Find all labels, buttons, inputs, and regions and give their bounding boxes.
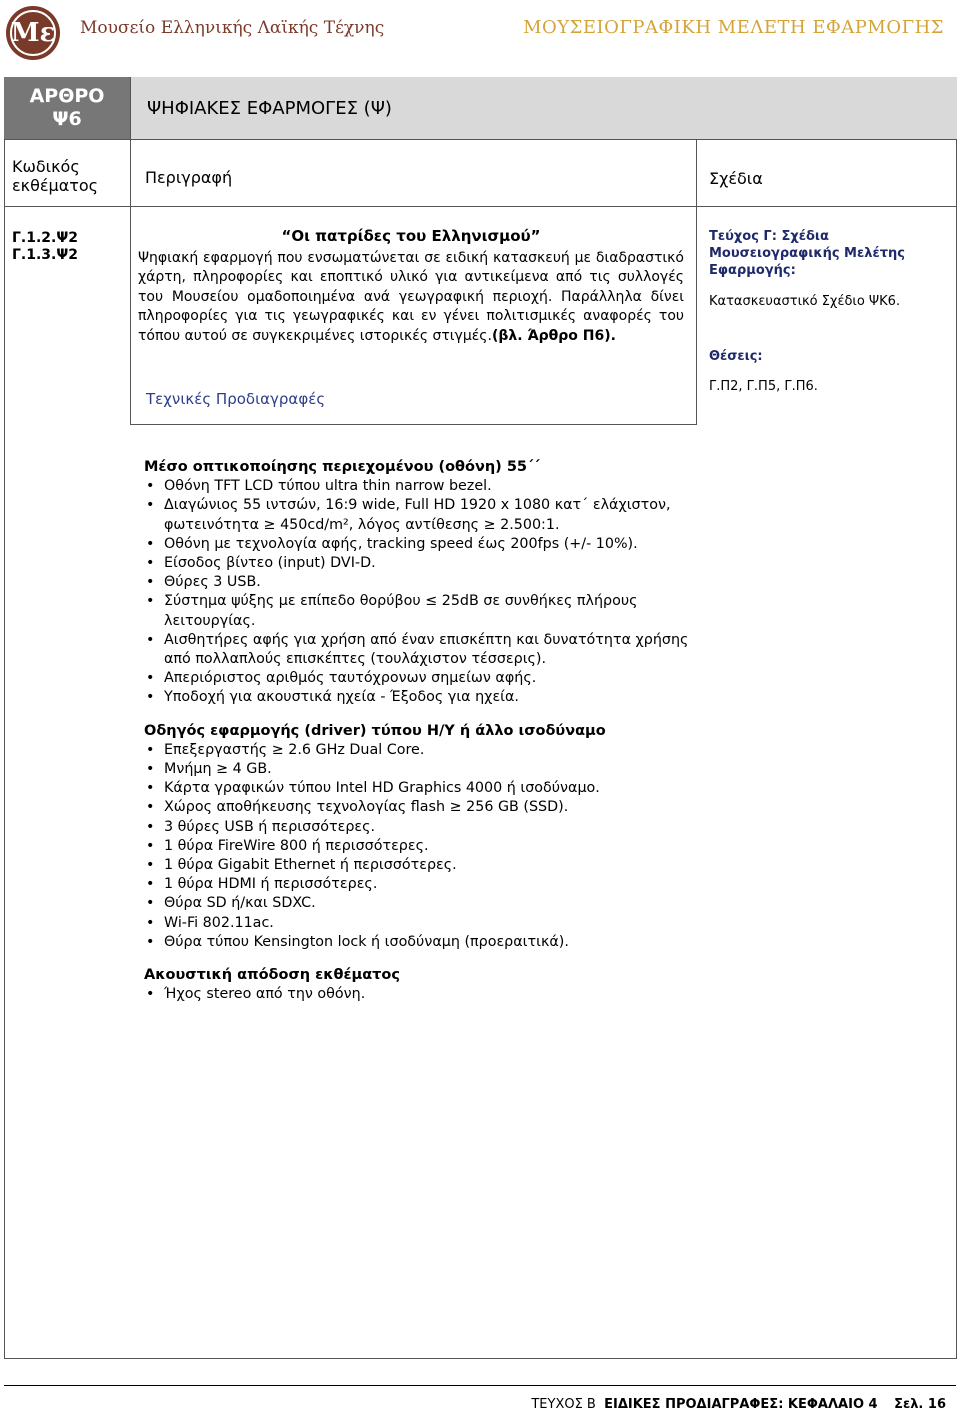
spec-item: • Είσοδος βίντεο (input) DVI-D. [144, 554, 704, 573]
spec-item: • Θύρα SD ή/και SDXC. [144, 894, 704, 913]
spec-item: • 1 θύρα Gigabit Ethernet ή περισσότερες. [144, 856, 704, 875]
spec-item: • Ήχος stereo από την οθόνη. [144, 985, 704, 1004]
article-code-line1: ΑΡΘΡΟ [29, 85, 105, 107]
exhibit-title: “Οι πατρίδες του Ελληνισμού” [281, 227, 541, 245]
column-code-header [12, 157, 98, 195]
spec-item: • 3 θύρες USB ή περισσότερες. [144, 818, 704, 837]
museum-logo-icon [6, 6, 60, 60]
exhibit-text: Ψηφιακή εφαρμογή που ενσωματώνεται σε ειδική κατασκευή με διαδραστικό χάρτη, πληροφορίες και εποπτικό υλικό για αντικείμενα από τις συλλογές του Μουσείου ομαδοποιημένα ανά γεωγραφική περιοχή. Παράλληλα δίνει πληροφορίες για τις γεωγραφικές και εν γένει πολιτισμικές αναφορές του τόπου αυτού σε συγκεκριμένες ιστορικές στιγμές. [138, 249, 684, 344]
spec-item: • Οθόνη με τεχνολογία αφής, tracking speed έως 200fps (+/- 10%). [144, 535, 704, 554]
logo-monogram: Με [10, 10, 56, 56]
article-header [4, 77, 957, 139]
study-title: ΜΟΥΣΕΙΟΓΡΑΦΙΚΗ ΜΕΛΕΤΗ ΕΦΑΡΜΟΓΗΣ [523, 17, 944, 38]
divider-code [130, 139, 131, 424]
footer-chapter: ΕΙΔΙΚΕΣ ΠΡΟΔΙΑΓΡΑΦΕΣ: ΚΕΦΑΛΑΙΟ 4 [604, 1397, 878, 1412]
spec-item: • Απεριόριστος αριθμός ταυτόχρονων σημείων αφής. [144, 669, 704, 688]
exhibit-codes [12, 230, 78, 264]
divider-bottom [130, 424, 697, 425]
footer-page: Σελ. 16 [894, 1397, 946, 1412]
divider-plans [696, 139, 697, 424]
spec-list [144, 985, 704, 1004]
exhibit-reference: (βλ. Άρθρο Π6). [491, 327, 616, 344]
exhibit-description [138, 227, 684, 346]
page-footer [531, 1397, 946, 1412]
plans-positions-label: Θέσεις: [709, 349, 763, 364]
museum-name: Μουσείο Ελληνικής Λαϊκής Τέχνης [80, 18, 385, 38]
exhibit-code: Γ.1.2.Ψ2 [12, 230, 78, 246]
plans-cell [709, 228, 949, 395]
column-description-header: Περιγραφή [145, 168, 233, 187]
plans-heading: Τεύχος Γ: Σχέδια Μουσειογραφικής Μελέτης Εφαρμογής: [709, 229, 905, 278]
column-code-line1: Κωδικός [12, 157, 80, 176]
spec-item: • Οθόνη TFT LCD τύπου ultra thin narrow bezel. [144, 477, 704, 496]
spec-item: • Διαγώνιος 55 ιντσών, 16:9 wide, Full HD 1920 x 1080 κατ΄ ελάχιστον, φωτεινότητα ≥ 450cd/m², λόγος αντίθεσης ≥ 2.500:1. [144, 496, 704, 534]
article-title: ΨΗΦΙΑΚΕΣ ΕΦΑΡΜΟΓΕΣ (Ψ) [130, 77, 957, 139]
spec-item: • Σύστημα ψύξης με επίπεδο θορύβου ≤ 25dB σε συνθήκες πλήρους λειτουργίας. [144, 592, 704, 630]
spec-item: • Χώρος αποθήκευσης τεχνολογίας flash ≥ 256 GB (SSD). [144, 798, 704, 817]
spec-item: • Υποδοχή για ακουστικά ηχεία - Έξοδος για ηχεία. [144, 688, 704, 707]
footer-volume: ΤΕΥΧΟΣ Β [531, 1397, 596, 1412]
plans-drawing: Κατασκευαστικό Σχέδιο ΨΚ6. [709, 294, 901, 309]
column-code-line2: εκθέματος [12, 176, 99, 195]
column-plans-header: Σχέδια [709, 169, 763, 188]
spec-item: • Επεξεργαστής ≥ 2.6 GHz Dual Core. [144, 741, 704, 760]
footer-rule [4, 1385, 956, 1386]
plans-positions: Γ.Π2, Γ.Π5, Γ.Π6. [709, 379, 818, 394]
tech-specs-link[interactable]: Τεχνικές Προδιαγραφές [146, 390, 326, 408]
exhibit-code: Γ.1.3.Ψ2 [12, 247, 78, 263]
spec-list [144, 741, 704, 952]
spec-item: • Αισθητήρες αφής για χρήση από έναν επισκέπτη και δυνατότητα χρήσης από πολλαπλούς επισκέπτες (τουλάχιστον τέσσερις). [144, 631, 704, 669]
article-code-line2: Ψ6 [52, 108, 82, 130]
spec-item: • Κάρτα γραφικών τύπου Intel HD Graphics 4000 ή ισοδύναμο. [144, 779, 704, 798]
exhibit-title-text: Οι πατρίδες του Ελληνισμού [291, 227, 531, 245]
spec-item: • Θύρα τύπου Kensington lock ή ισοδύναμη (προεραιτικά). [144, 933, 704, 952]
spec-item: • Μνήμη ≥ 4 GB. [144, 760, 704, 779]
spec-section-heading: Οδηγός εφαρμογής (driver) τύπου Η/Υ ή άλλο ισοδύναμο [144, 722, 606, 739]
article-code [4, 77, 130, 139]
technical-specifications [144, 458, 704, 1018]
spec-section-heading: Μέσο οπτικοποίησης περιεχομένου (οθόνη) 55΄΄ [144, 459, 540, 475]
page-header [0, 0, 960, 66]
spec-list [144, 477, 704, 707]
spec-item: • 1 θύρα HDMI ή περισσότερες. [144, 875, 704, 894]
spec-item: • Wi-Fi 802.11ac. [144, 914, 704, 933]
spec-item: • Θύρες 3 USB. [144, 573, 704, 592]
spec-item: • 1 θύρα FireWire 800 ή περισσότερες. [144, 837, 704, 856]
spec-section-heading: Ακουστική απόδοση εκθέματος [144, 967, 400, 984]
